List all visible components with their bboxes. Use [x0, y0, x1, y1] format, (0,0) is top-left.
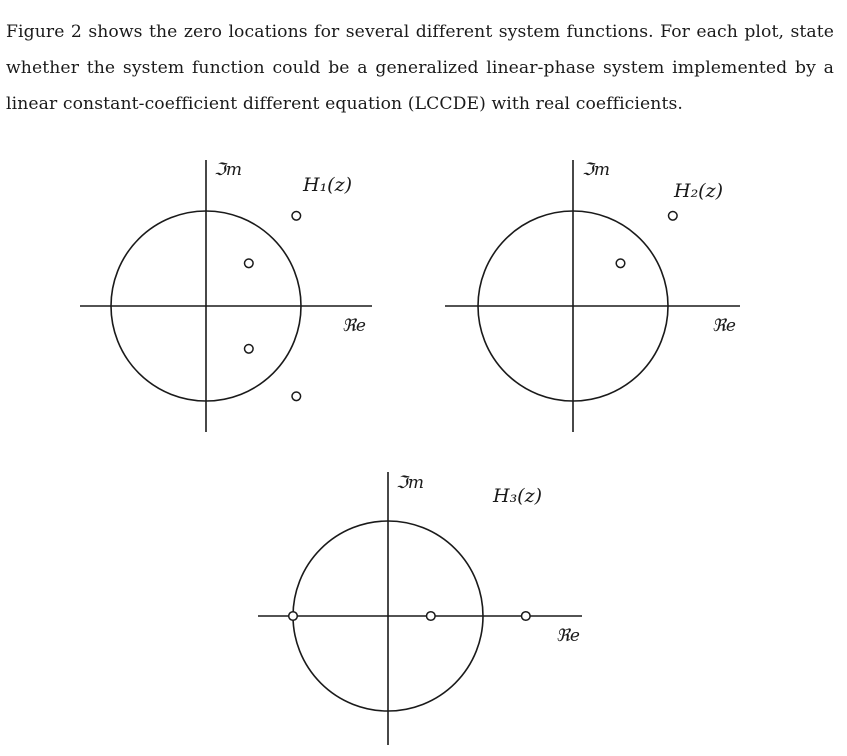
real-axis-label: ℜe — [712, 316, 736, 336]
function-label: H₂(z) — [674, 180, 724, 202]
zero-marker — [292, 392, 301, 401]
plot-h3 — [258, 472, 582, 745]
zero-marker — [427, 612, 436, 621]
zero-marker — [522, 612, 531, 621]
plot-h2 — [445, 160, 740, 432]
imaginary-axis-label: ℑm — [214, 160, 242, 180]
zero-marker — [616, 259, 625, 268]
zero-marker — [289, 612, 298, 621]
zero-marker — [245, 259, 254, 268]
zero-marker — [245, 345, 254, 354]
imaginary-axis-label: ℑm — [582, 160, 610, 180]
function-label: H₁(z) — [303, 174, 353, 196]
real-axis-label: ℜe — [556, 626, 580, 646]
plot-h1 — [80, 160, 372, 432]
real-axis-label: ℜe — [342, 316, 366, 336]
imaginary-axis-label: ℑm — [396, 473, 424, 493]
zero-marker — [292, 212, 301, 221]
function-label: H₃(z) — [493, 485, 543, 507]
problem-statement: Figure 2 shows the zero locations for several different system functions. For each plot, state whether the system function could be a generalized linear-phase system implemented by a linear constant-coefficient different equation (LCCDE) with real coefficients. — [6, 22, 834, 114]
zero-marker — [669, 212, 678, 221]
